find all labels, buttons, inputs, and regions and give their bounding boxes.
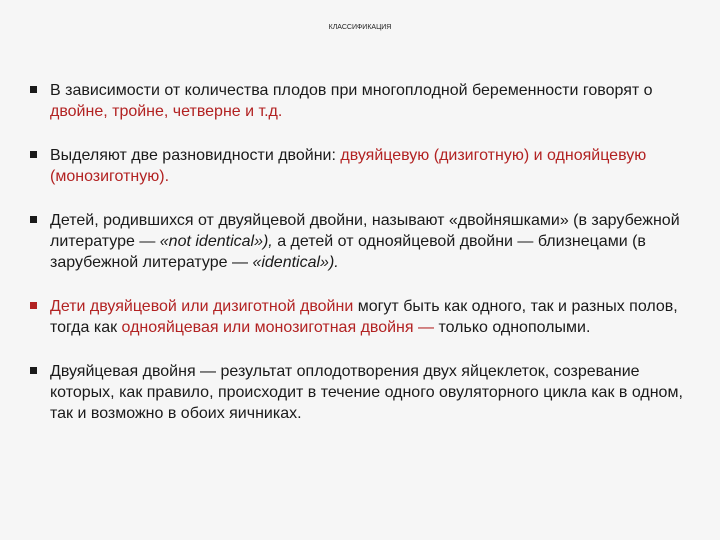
bullet-text-segment: В зависимости от количества плодов при многоплодной беременности говорят о [50,82,653,99]
bullet-text-segment: Двуяйцевая двойня — результат оплодотворения двух яйцеклеток, созревание которых, как правило, происходит в течение одного овуляторного цикла как в одном, так и возможно в обоих яичниках. [50,363,683,422]
bullet-text-segment: двойне, тройне, четверне и т.д. [50,103,283,120]
square-bullet-icon [30,302,37,309]
square-bullet-icon [30,367,37,374]
bullet-text-segment: только однополыми. [434,319,591,336]
bullet-text-segment: Выделяют две разновидности двойни: [50,147,341,164]
bullet-item [28,210,704,273]
bullet-text-segment: могут быть как одного, так и разных полов, тогда как [50,298,678,336]
bullet-text-segment: «identical»). [252,254,339,271]
bullet-text-segment: двуяйцевую (дизиготную) и однояйцевую (монозиготную). [50,147,647,185]
bullet-item [28,80,704,122]
bullet-item [28,145,704,187]
slide-title: КЛАССИФИКАЦИЯ [328,24,392,31]
bullet-text-segment: однояйцевая или монозиготная двойня — [121,319,434,336]
square-bullet-icon [30,86,37,93]
square-bullet-icon [30,151,37,158]
bullet-text-segment: Детей, родившихся от двуяйцевой двойни, называют «двойняшками» (в зарубежной литературе — [50,212,680,250]
bullet-text-segment: а детей от однояйцевой двойни — близнецами (в зарубежной литературе — [50,233,646,271]
bullet-list [28,80,704,447]
bullet-item [28,296,704,338]
bullet-item [28,361,704,424]
bullet-text-segment: Дети двуяйцевой или дизиготной двойни [50,298,354,315]
square-bullet-icon [30,216,37,223]
bullet-text-segment: «not identical»), [159,233,273,250]
